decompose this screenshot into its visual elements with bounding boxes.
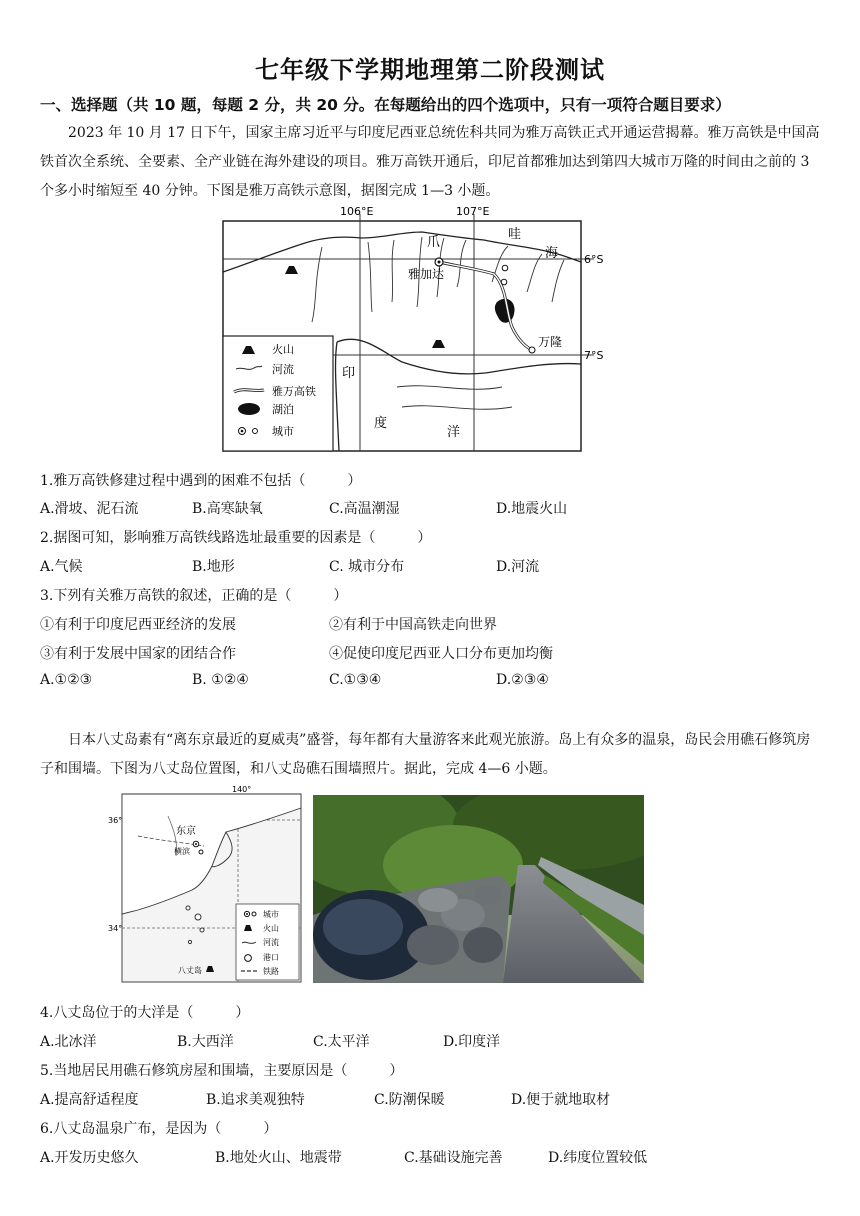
sea-label-wa: 哇 bbox=[508, 227, 522, 242]
section-heading: 一、选择题（共 10 题，每题 2 分，共 20 分。在每题给出的四个选项中，只有一项符合题目要求） bbox=[40, 96, 731, 114]
legend2-volcano: 火山 bbox=[263, 924, 279, 933]
sea-label-hai: 海 bbox=[545, 246, 559, 261]
legend-volcano: 火山 bbox=[272, 343, 294, 356]
q3-statement-1: ①有利于印度尼西亚经济的发展 bbox=[40, 617, 236, 633]
hachijo-location-map bbox=[108, 786, 304, 984]
q6-stem: 6.八丈岛温泉广布，是因为（ ） bbox=[40, 1121, 278, 1137]
yokohama-label: 横滨 bbox=[174, 847, 190, 856]
legend-river: 河流 bbox=[272, 363, 294, 376]
q4-stem: 4.八丈岛位于的大洋是（ ） bbox=[40, 1005, 250, 1021]
q3-statement-4: ④促使印度尼西亚人口分布更加均衡 bbox=[329, 646, 553, 662]
lon-107-label: 107°E bbox=[456, 205, 490, 218]
q3-statement-2: ②有利于中国高铁走向世界 bbox=[329, 617, 497, 633]
city-jakarta-label: 雅加达 bbox=[408, 267, 445, 281]
q3-option-c: C.①③④ bbox=[329, 672, 382, 688]
city-bandung-label: 万隆 bbox=[538, 335, 563, 349]
q2-option-b: B.地形 bbox=[192, 559, 235, 575]
lat-6-label: 6°S bbox=[584, 253, 604, 266]
legend-city: 城市 bbox=[272, 425, 294, 438]
ocean-label-yang: 洋 bbox=[447, 425, 461, 440]
q4-option-d: D.印度洋 bbox=[443, 1034, 501, 1050]
q4-option-c: C.太平洋 bbox=[313, 1034, 370, 1050]
q5-option-a: A.提高舒适程度 bbox=[40, 1092, 139, 1108]
lon-140-label: 140° bbox=[232, 786, 252, 794]
q1-stem: 1.雅万高铁修建过程中遇到的困难不包括（ ） bbox=[40, 473, 362, 489]
q3-option-d: D.②③④ bbox=[496, 672, 549, 688]
q1-option-c: C.高温潮湿 bbox=[329, 501, 400, 517]
jakarta-bandung-hsr-map bbox=[222, 202, 622, 452]
stone-wall-photo bbox=[313, 795, 644, 983]
hachijo-label: 八丈岛 bbox=[178, 966, 202, 975]
ocean-label-du: 度 bbox=[374, 416, 388, 431]
tokyo-label: 东京 bbox=[176, 826, 196, 837]
q6-option-c: C.基础设施完善 bbox=[404, 1150, 503, 1166]
q5-option-d: D.便于就地取材 bbox=[511, 1092, 611, 1108]
lat-36-label: 36° bbox=[108, 816, 123, 825]
legend2-river: 河流 bbox=[263, 938, 279, 947]
q2-option-c: C. 城市分布 bbox=[329, 559, 405, 575]
legend2-port: 港口 bbox=[263, 953, 279, 962]
q2-option-a: A.气候 bbox=[40, 559, 83, 575]
q6-option-b: B.地处火山、地震带 bbox=[215, 1150, 342, 1166]
legend2-railway: 铁路 bbox=[263, 967, 279, 976]
q1-option-d: D.地震火山 bbox=[496, 501, 568, 517]
q6-option-d: D.纬度位置较低 bbox=[548, 1150, 648, 1166]
passage-2: 日本八丈岛素有“离东京最近的夏威夷”盛誉，每年都有大量游客来此观光旅游。岛上有众多的温泉，岛民会用礁石修筑房子和围墙。下图为八丈岛位置图，和八丈岛礁石围墙照片。据此，完成 4—6 小题。 bbox=[40, 732, 811, 777]
q1-option-a: A.滑坡、泥石流 bbox=[40, 501, 139, 517]
q3-stem: 3.下列有关雅万高铁的叙述，正确的是（ ） bbox=[40, 588, 348, 604]
q3-statement-3: ③有利于发展中国家的团结合作 bbox=[40, 646, 236, 662]
q5-option-b: B.追求美观独特 bbox=[206, 1092, 305, 1108]
page-title: 七年级下学期地理第二阶段测试 bbox=[255, 56, 605, 84]
passage-1: 2023 年 10 月 17 日下午，国家主席习近平与印度尼西亚总统佐科共同为雅万高铁正式开通运营揭幕。雅万高铁是中国高铁首次全系统、全要素、全产业链在海外建设的项目。雅万高铁开通后，印尼首都雅加达到第四大城市万隆的时间由之前的 3 个多小时缩短至 40 分钟。下图是雅万高铁示意图，据图完成 1—3 小题。 bbox=[40, 125, 820, 199]
legend2-city: 城市 bbox=[263, 910, 279, 919]
legend-lake: 湖泊 bbox=[272, 403, 294, 416]
sea-label-zhua: 爪 bbox=[427, 235, 441, 250]
q2-stem: 2.据图可知，影响雅万高铁线路选址最重要的因素是（ ） bbox=[40, 530, 432, 546]
q3-option-a: A.①②③ bbox=[40, 672, 93, 688]
q5-stem: 5.当地居民用礁石修筑房屋和围墙，主要原因是（ ） bbox=[40, 1063, 404, 1079]
ocean-label-yin: 印 bbox=[342, 366, 356, 381]
lat-34-label: 34° bbox=[108, 924, 123, 933]
q1-option-b: B.高寒缺氧 bbox=[192, 501, 263, 517]
q2-option-d: D.河流 bbox=[496, 559, 540, 575]
q4-option-a: A.北冰洋 bbox=[40, 1034, 97, 1050]
q5-option-c: C.防潮保暖 bbox=[374, 1092, 445, 1108]
q6-option-a: A.开发历史悠久 bbox=[40, 1150, 139, 1166]
q4-option-b: B.大西洋 bbox=[177, 1034, 234, 1050]
lat-7-label: 7°S bbox=[584, 349, 604, 362]
lon-106-label: 106°E bbox=[340, 205, 374, 218]
legend-hsr: 雅万高铁 bbox=[272, 385, 316, 398]
q3-option-b: B. ①②④ bbox=[192, 672, 249, 688]
